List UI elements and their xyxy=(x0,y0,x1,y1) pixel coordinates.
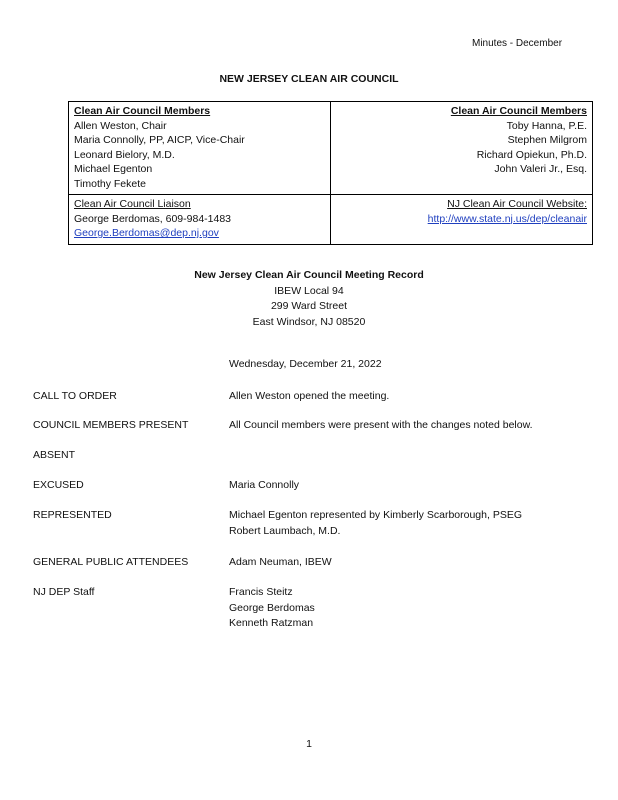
meeting-record-block xyxy=(0,268,618,330)
members-right-heading: Clean Air Council Members xyxy=(450,105,587,117)
meeting-record-heading: New Jersey Clean Air Council Meeting Record xyxy=(194,269,424,281)
section-line: George Berdomas xyxy=(229,601,315,614)
section-label: ABSENT xyxy=(33,449,76,461)
running-header: Minutes - December xyxy=(472,38,563,49)
member-name: Leonard Bielory, M.D. xyxy=(74,148,175,161)
page-number: 1 xyxy=(306,738,312,750)
website-heading: NJ Clean Air Council Website: xyxy=(447,198,587,210)
section-line: Robert Laumbach, M.D. xyxy=(229,524,341,537)
section-line: Adam Neuman, IBEW xyxy=(229,556,332,568)
meeting-venue: IBEW Local 94 xyxy=(274,284,344,297)
member-name: John Valeri Jr., Esq. xyxy=(494,163,587,175)
member-name: Maria Connolly, PP, AICP, Vice-Chair xyxy=(74,134,245,146)
document-title: NEW JERSEY CLEAN AIR COUNCIL xyxy=(219,73,399,85)
section-label: NJ DEP Staff xyxy=(33,586,95,598)
council-members-table xyxy=(68,101,593,245)
member-name: Toby Hanna, P.E. xyxy=(506,119,587,132)
members-right-cell xyxy=(331,102,593,195)
member-name: Stephen Milgrom xyxy=(507,134,587,146)
members-left-cell xyxy=(69,102,331,195)
section-line: All Council members were present with the changes noted below. xyxy=(229,419,533,431)
section-value xyxy=(229,389,389,405)
liaison-heading: Clean Air Council Liaison xyxy=(74,198,191,210)
member-name: Richard Opiekun, Ph.D. xyxy=(476,148,587,161)
member-name: Allen Weston, Chair xyxy=(74,119,167,132)
section-label: COUNCIL MEMBERS PRESENT xyxy=(33,419,189,431)
liaison-email-link[interactable]: George.Berdomas@dep.nj.gov xyxy=(74,227,219,239)
website-cell xyxy=(331,195,593,245)
section-label: REPRESENTED xyxy=(33,509,112,521)
meeting-city: East Windsor, NJ 08520 xyxy=(252,315,366,328)
section-line: Francis Steitz xyxy=(229,586,293,598)
section-label: GENERAL PUBLIC ATTENDEES xyxy=(33,556,189,568)
member-name: Timothy Fekete xyxy=(74,177,146,190)
liaison-name: George Berdomas, 609-984-1483 xyxy=(74,212,232,225)
section-line: Kenneth Ratzman xyxy=(229,617,314,629)
liaison-cell xyxy=(69,195,331,245)
section-line: Maria Connolly xyxy=(229,479,300,491)
section-label: CALL TO ORDER xyxy=(33,390,117,402)
section-line: Allen Weston opened the meeting. xyxy=(229,390,390,402)
members-left-heading: Clean Air Council Members xyxy=(74,105,211,117)
section-value xyxy=(229,478,299,494)
website-link[interactable]: http://www.state.nj.us/dep/cleanair xyxy=(427,212,587,225)
section-line: Michael Egenton represented by Kimberly Scarborough, PSEG xyxy=(229,509,522,521)
section-value xyxy=(229,418,533,434)
meeting-street: 299 Ward Street xyxy=(270,300,348,312)
section-label: EXCUSED xyxy=(33,479,84,491)
meeting-date: Wednesday, December 21, 2022 xyxy=(229,358,382,370)
member-name: Michael Egenton xyxy=(74,163,153,175)
section-value xyxy=(229,508,522,539)
section-value xyxy=(229,585,315,632)
section-value xyxy=(229,555,332,571)
